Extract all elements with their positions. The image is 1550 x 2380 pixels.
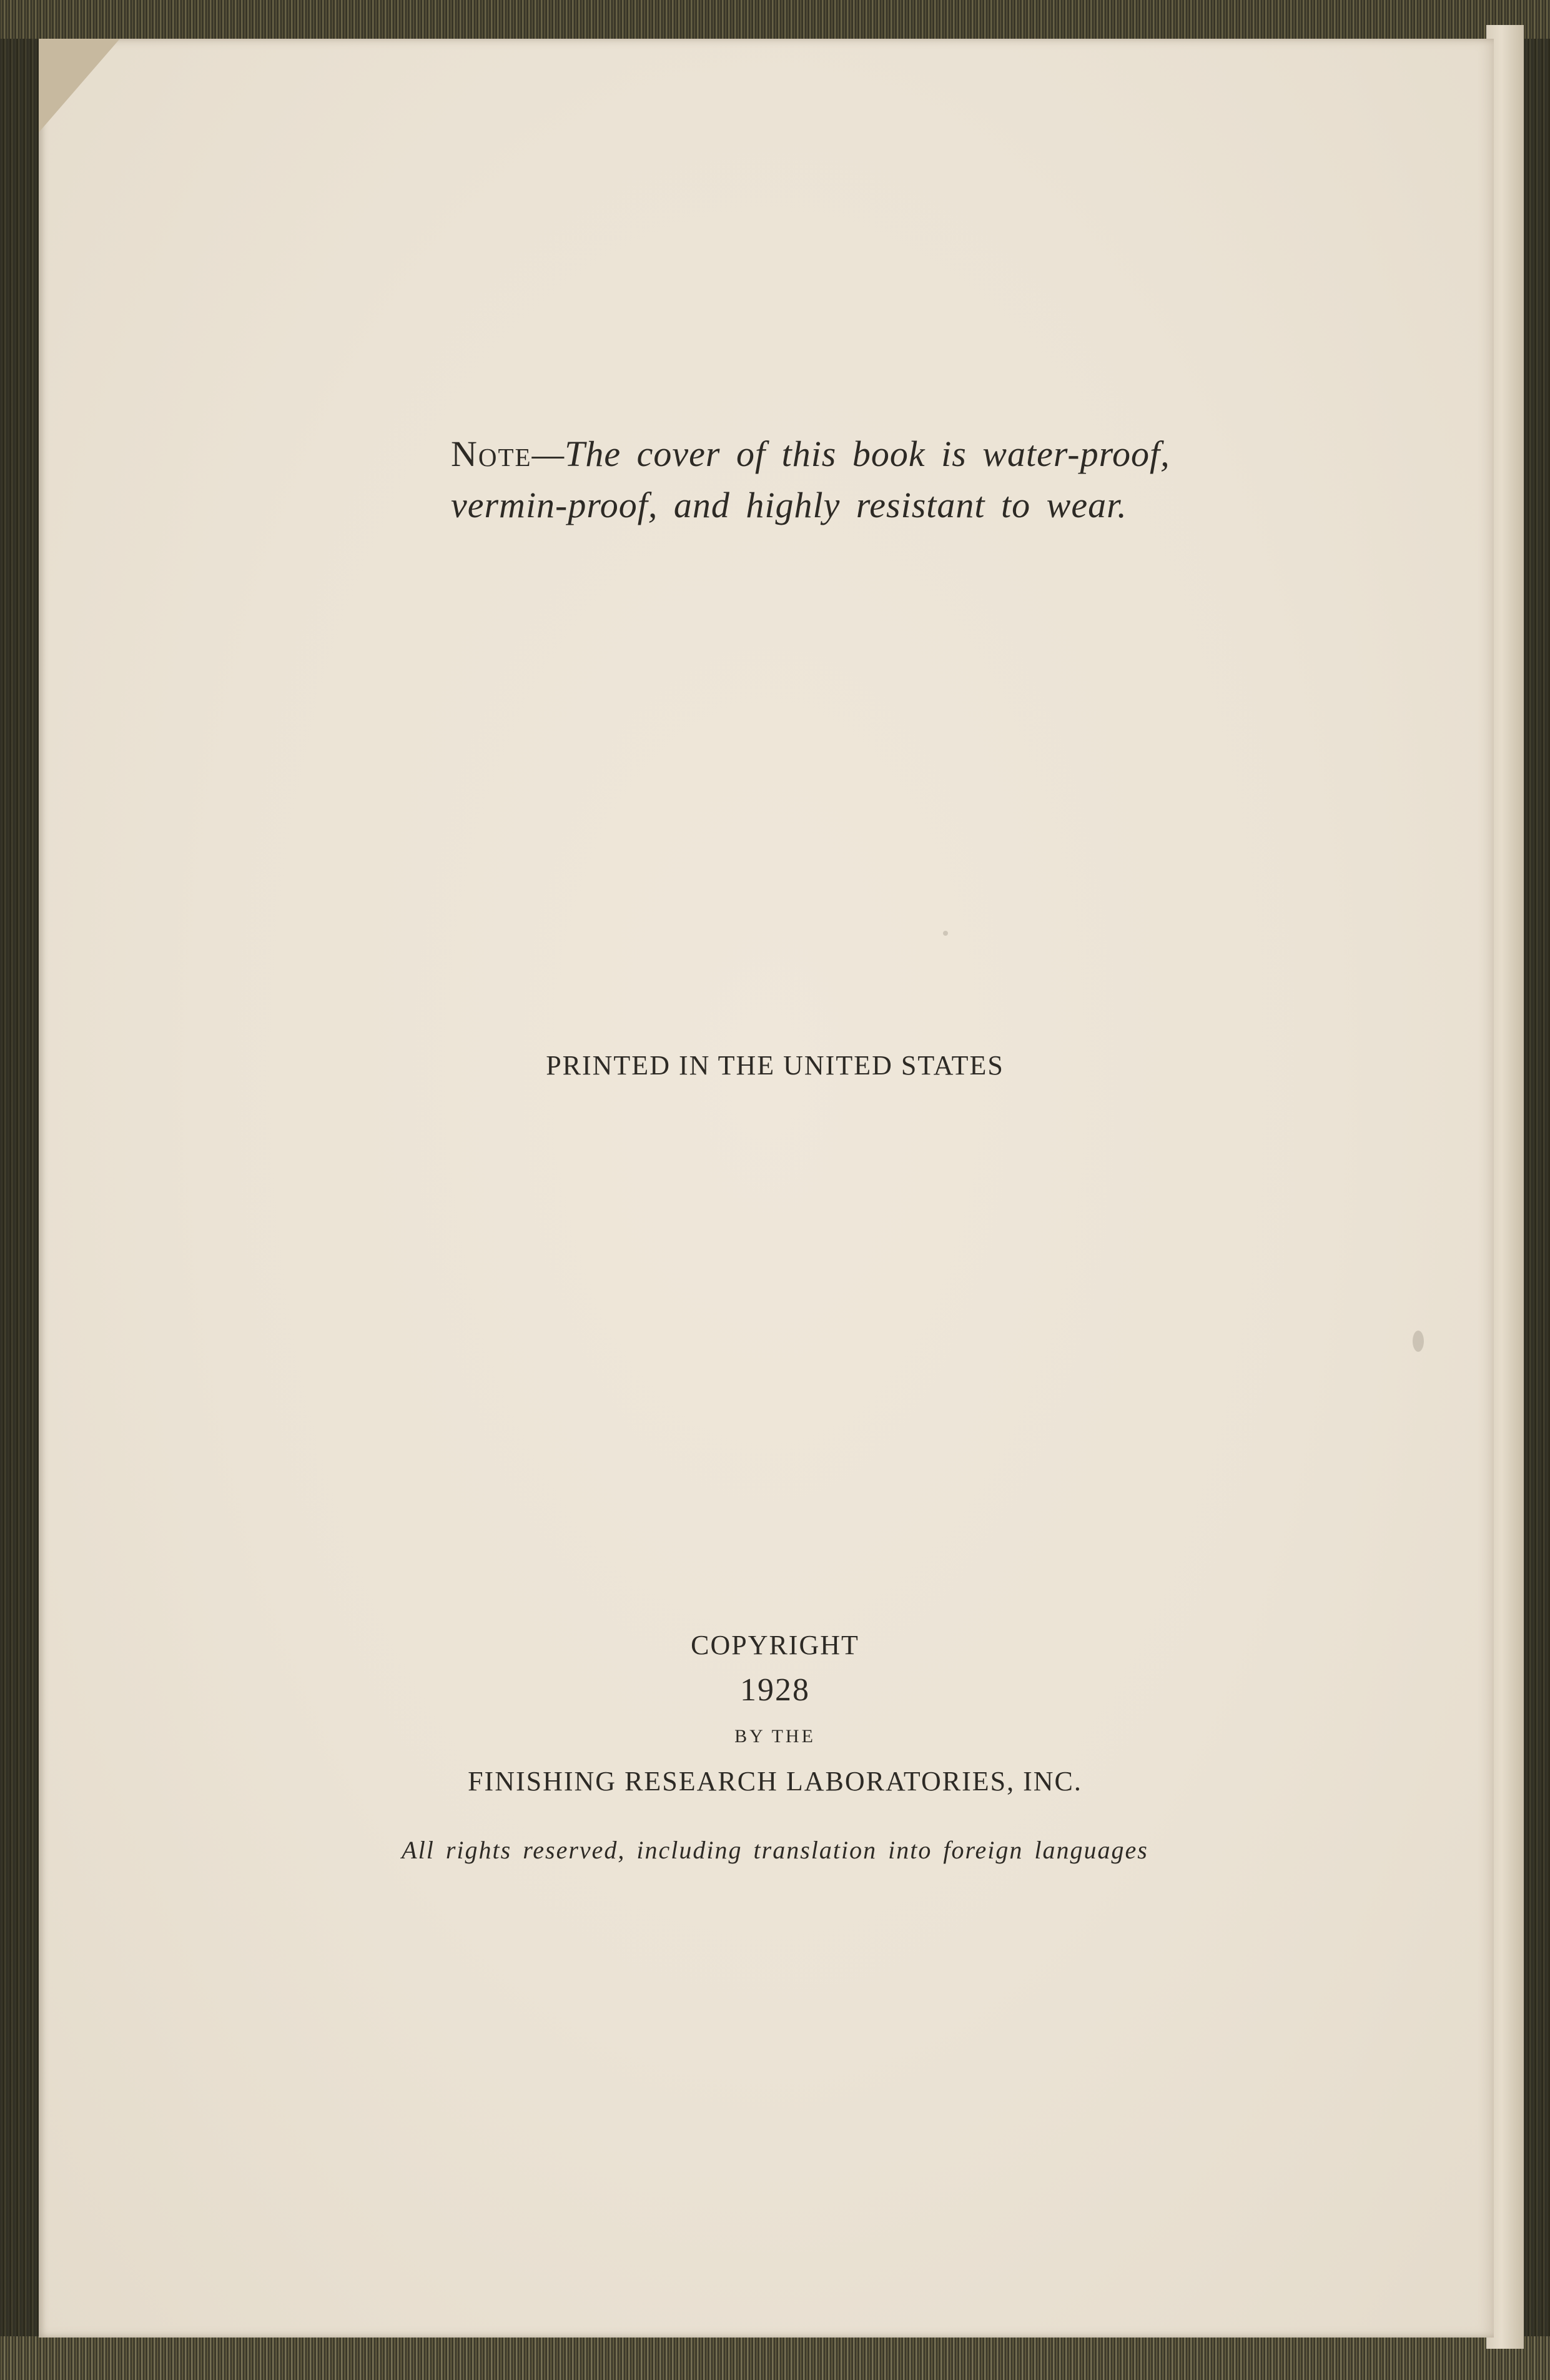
paper-speck (1413, 1331, 1424, 1352)
note-line-1 (451, 429, 1170, 480)
book-page (39, 39, 1494, 2338)
note-line-2: vermin-proof, and highly resistant to wear. (451, 485, 1127, 525)
page-corner-mark (39, 39, 120, 132)
copyright-holder: FINISHING RESEARCH LABORATORIES, INC. (468, 1766, 1082, 1797)
note-text-1: —The cover of this book is water-proof, (531, 434, 1170, 474)
copyright-label: COPYRIGHT (691, 1630, 859, 1660)
cover-note (451, 429, 1170, 531)
paper-speck (943, 931, 948, 936)
printed-in-statement: PRINTED IN THE UNITED STATES (546, 1050, 1004, 1081)
cover-bottom-edge (0, 2336, 1550, 2380)
note-label: Note (451, 434, 532, 474)
rights-statement: All rights reserved, including translation into foreign languages (402, 1836, 1148, 1864)
cover-top-edge (0, 0, 1550, 39)
copyright-byline: BY THE (734, 1726, 816, 1747)
copyright-year: 1928 (740, 1672, 810, 1708)
